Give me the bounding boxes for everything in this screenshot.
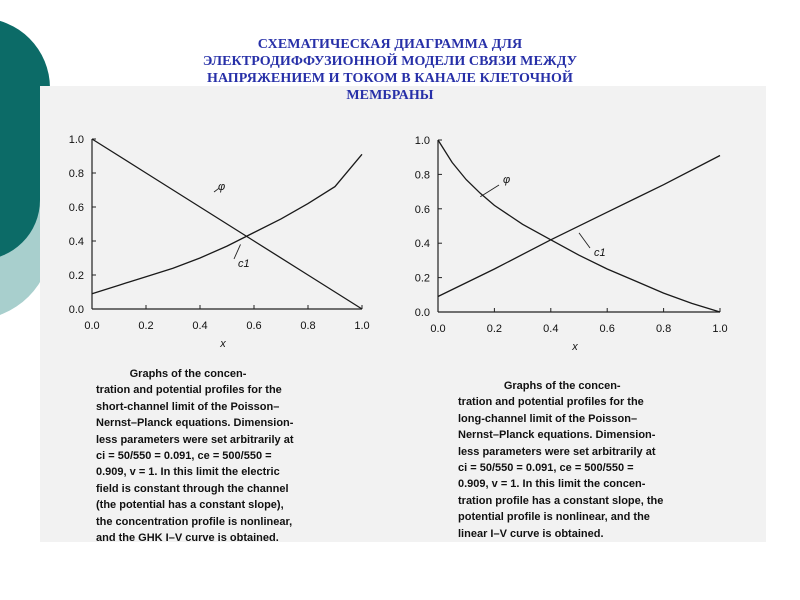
y-tick-label: 0.2 <box>414 272 430 285</box>
caption-line: Graphs of the concen- <box>96 368 247 380</box>
caption-line: 0.909, v = 1. In this limit the concen- <box>458 478 646 491</box>
series-label: φ <box>218 181 226 193</box>
y-tick-label: 0.8 <box>414 169 430 182</box>
y-tick-label: 0.8 <box>68 168 84 180</box>
x-tick-label: 1.0 <box>354 320 370 332</box>
series-leader-line <box>480 185 499 197</box>
caption-line: short-channel limit of the Poisson– <box>96 400 280 413</box>
title-line: ЭЛЕКТРОДИФФУЗИОННОЙ МОДЕЛИ СВЯЗИ МЕЖДУ <box>202 54 578 69</box>
x-tick-label: 0.0 <box>430 323 446 335</box>
caption-line: tration and potential profiles for the <box>458 396 644 409</box>
caption-line: ci = 50/550 = 0.091, ce = 500/550 = <box>458 462 634 475</box>
caption-line: field is constant through the channel <box>96 482 289 495</box>
series-leader-line <box>579 233 590 248</box>
caption-line: less parameters were set arbitrarily at <box>96 433 294 446</box>
x-tick-label: 0.2 <box>486 323 503 335</box>
caption-line: linear I–V curve is obtained. <box>458 527 604 540</box>
series-label: c1 <box>238 258 250 270</box>
series-label: c1 <box>594 247 606 259</box>
y-tick-label: 1.0 <box>414 135 430 147</box>
y-tick-label: 0.0 <box>414 307 430 319</box>
caption-line: (the potential has a constant slope), <box>96 499 284 512</box>
caption-line: potential profile is nonlinear, and the <box>458 511 650 524</box>
y-tick-label: 0.6 <box>68 202 84 214</box>
x-tick-label: 0.4 <box>543 323 559 335</box>
title-line: МЕМБРАНЫ <box>346 88 434 103</box>
y-tick-label: 0.6 <box>414 203 430 216</box>
x-axis-label: x <box>220 338 226 350</box>
x-tick-label: 0.2 <box>138 320 154 332</box>
series-line-phi <box>92 139 362 309</box>
series-leader-line <box>234 244 241 259</box>
y-tick-label: 1.0 <box>68 134 84 146</box>
x-tick-label: 0.6 <box>246 320 262 332</box>
x-tick-label: 0.6 <box>599 323 615 335</box>
x-tick-label: 0.8 <box>300 320 316 332</box>
caption-line: ci = 50/550 = 0.091, ce = 500/550 = <box>96 450 272 463</box>
series-line-c1 <box>438 156 720 297</box>
caption-line: Nernst–Planck equations. Dimension- <box>96 417 294 430</box>
y-tick-label: 0.4 <box>68 236 84 248</box>
x-tick-label: 1.0 <box>712 323 728 335</box>
x-tick-label: 0.4 <box>192 320 208 332</box>
x-tick-label: 0.0 <box>84 320 100 332</box>
caption-line: and the GHK I–V curve is obtained. <box>96 532 279 545</box>
caption-line: 0.909, v = 1. In this limit the electric <box>96 466 280 479</box>
x-axis-label: x <box>572 341 578 353</box>
title-line: СХЕМАТИЧЕСКАЯ ДИАГРАММА ДЛЯ <box>257 37 523 52</box>
y-tick-label: 0.2 <box>68 270 84 282</box>
caption-line: long-channel limit of the Poisson– <box>458 412 638 425</box>
caption-right <box>458 378 663 542</box>
caption-left <box>96 366 294 546</box>
caption-line: Graphs of the concen- <box>458 380 621 392</box>
caption-line: the concentration profile is nonlinear, <box>96 515 293 528</box>
x-tick-label: 0.8 <box>655 323 672 335</box>
y-tick-label: 0.0 <box>68 304 84 316</box>
title-line: НАПРЯЖЕНИЕМ И ТОКОМ В КАНАЛЕ КЛЕТОЧНОЙ <box>206 71 574 86</box>
series-label: φ <box>503 174 511 186</box>
caption-line: less parameters were set arbitrarily at <box>458 445 656 458</box>
y-tick-label: 0.4 <box>414 238 430 251</box>
caption-line: tration and potential profiles for the <box>96 384 282 397</box>
caption-line: Nernst–Planck equations. Dimension- <box>458 429 656 442</box>
caption-line: tration profile has a constant slope, the <box>458 494 664 507</box>
